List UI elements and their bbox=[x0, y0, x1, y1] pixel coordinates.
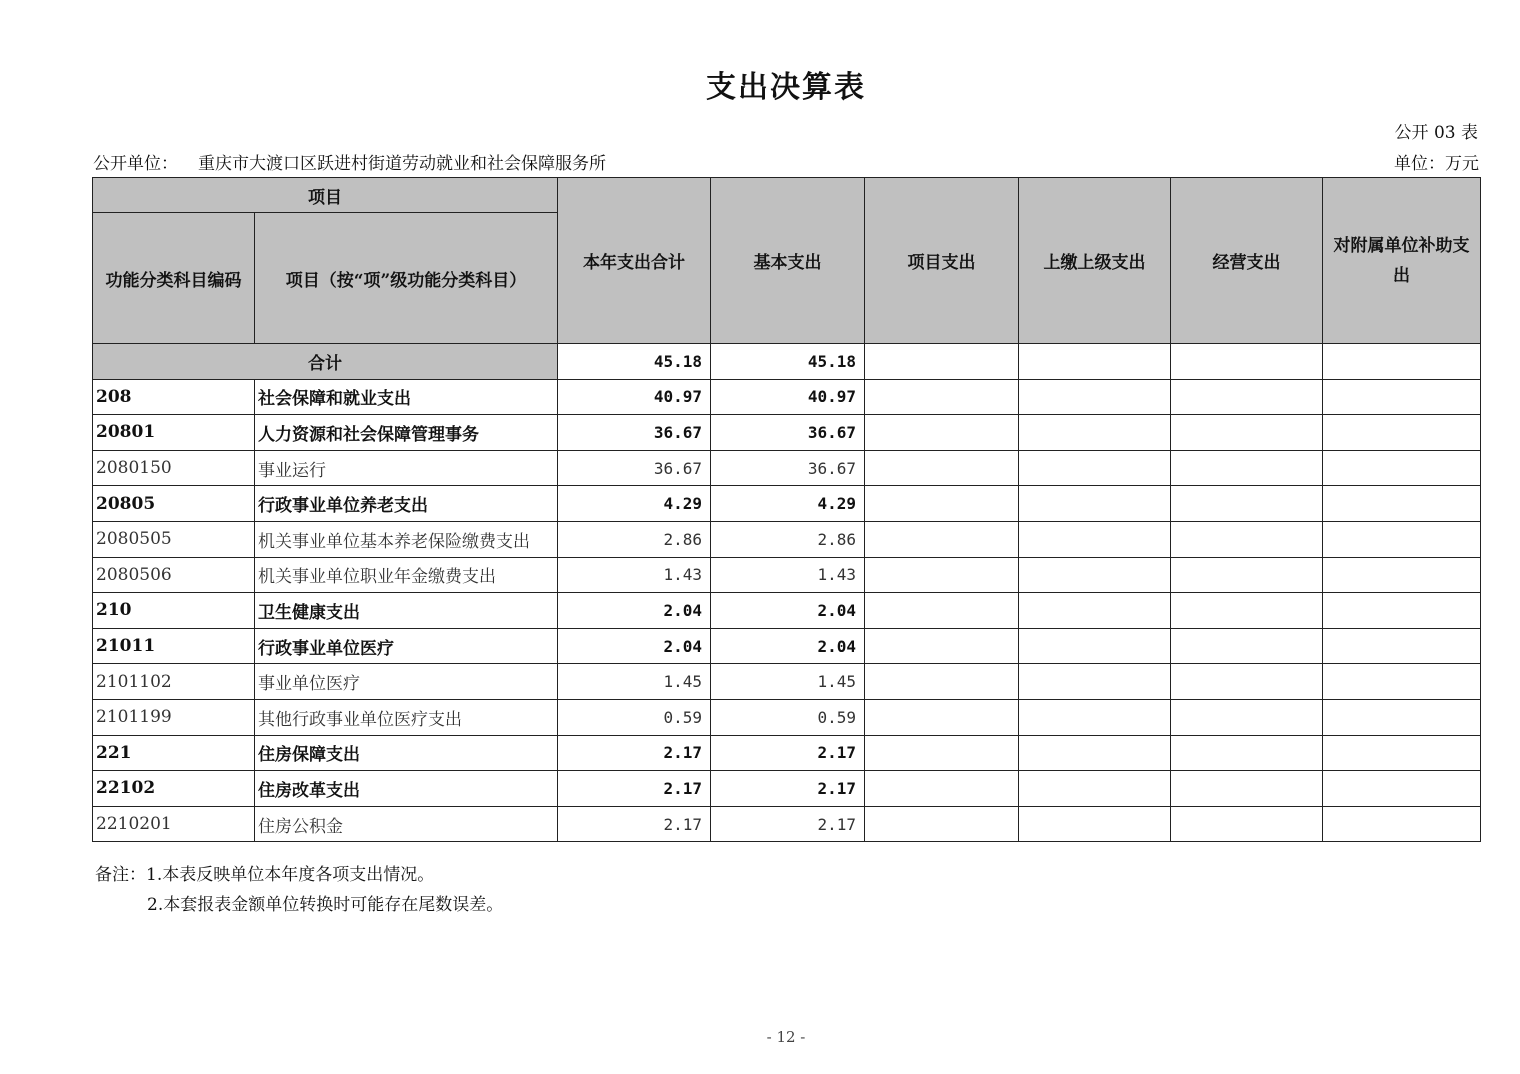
row-name: 事业运行 bbox=[255, 450, 558, 486]
total-amount: 45.18 bbox=[558, 344, 711, 380]
row-code: 2080150 bbox=[93, 450, 255, 486]
page-number: - 12 - bbox=[766, 1028, 806, 1046]
table-row bbox=[93, 557, 1481, 593]
row-total: 2.86 bbox=[558, 521, 711, 557]
row-code: 2101199 bbox=[93, 699, 255, 735]
header-subsidy: 对附属单位补助支出 bbox=[1323, 178, 1481, 344]
notes bbox=[95, 860, 503, 920]
row-name: 住房改革支出 bbox=[255, 771, 558, 807]
row-code: 210 bbox=[93, 593, 255, 629]
row-basic: 2.17 bbox=[711, 771, 865, 807]
row-name: 人力资源和社会保障管理事务 bbox=[255, 415, 558, 451]
table-row bbox=[93, 415, 1481, 451]
row-total: 2.04 bbox=[558, 628, 711, 664]
header-project: 项目支出 bbox=[865, 178, 1019, 344]
table-row bbox=[93, 593, 1481, 629]
note-line-2: 2.本套报表金额单位转换时可能存在尾数误差。 bbox=[147, 895, 504, 915]
row-total: 4.29 bbox=[558, 486, 711, 522]
header-name: 项目（按“项”级功能分类科目） bbox=[255, 213, 558, 344]
row-basic: 0.59 bbox=[711, 699, 865, 735]
row-code: 2080505 bbox=[93, 521, 255, 557]
row-code: 2101102 bbox=[93, 664, 255, 700]
row-total: 1.45 bbox=[558, 664, 711, 700]
page-title: 支出决算表 bbox=[706, 70, 866, 105]
header-item-group: 项目 bbox=[93, 178, 558, 213]
row-basic: 1.45 bbox=[711, 664, 865, 700]
row-basic: 2.86 bbox=[711, 521, 865, 557]
unit-label: 公开单位： bbox=[93, 154, 178, 174]
row-total: 2.17 bbox=[558, 806, 711, 842]
row-basic: 40.97 bbox=[711, 379, 865, 415]
row-basic: 2.17 bbox=[711, 806, 865, 842]
header-code: 功能分类科目编码 bbox=[93, 213, 255, 344]
table-row bbox=[93, 771, 1481, 807]
header-upper: 上缴上级支出 bbox=[1019, 178, 1171, 344]
form-number: 公开 03 表 bbox=[1394, 123, 1478, 143]
row-code: 2080506 bbox=[93, 557, 255, 593]
row-total: 36.67 bbox=[558, 415, 711, 451]
row-name: 其他行政事业单位医疗支出 bbox=[255, 699, 558, 735]
row-code: 2210201 bbox=[93, 806, 255, 842]
total-row bbox=[93, 344, 1481, 380]
table-row bbox=[93, 699, 1481, 735]
row-basic: 2.04 bbox=[711, 628, 865, 664]
row-total: 36.67 bbox=[558, 450, 711, 486]
table-row bbox=[93, 628, 1481, 664]
row-code: 208 bbox=[93, 379, 255, 415]
row-name: 住房公积金 bbox=[255, 806, 558, 842]
table-row bbox=[93, 379, 1481, 415]
row-name: 机关事业单位职业年金缴费支出 bbox=[255, 557, 558, 593]
row-name: 行政事业单位医疗 bbox=[255, 628, 558, 664]
table-row bbox=[93, 664, 1481, 700]
total-basic: 45.18 bbox=[711, 344, 865, 380]
row-basic: 2.04 bbox=[711, 593, 865, 629]
row-total: 0.59 bbox=[558, 699, 711, 735]
row-code: 21011 bbox=[93, 628, 255, 664]
row-total: 1.43 bbox=[558, 557, 711, 593]
total-label: 合计 bbox=[93, 344, 558, 380]
row-code: 221 bbox=[93, 735, 255, 771]
row-code: 20801 bbox=[93, 415, 255, 451]
table-row bbox=[93, 735, 1481, 771]
table-row bbox=[93, 806, 1481, 842]
header-basic: 基本支出 bbox=[711, 178, 865, 344]
row-basic: 2.17 bbox=[711, 735, 865, 771]
unit-info-row bbox=[93, 149, 1479, 173]
row-basic: 36.67 bbox=[711, 415, 865, 451]
table-row bbox=[93, 486, 1481, 522]
row-name: 卫生健康支出 bbox=[255, 593, 558, 629]
row-name: 住房保障支出 bbox=[255, 735, 558, 771]
row-basic: 1.43 bbox=[711, 557, 865, 593]
row-code: 22102 bbox=[93, 771, 255, 807]
row-name: 事业单位医疗 bbox=[255, 664, 558, 700]
row-name: 行政事业单位养老支出 bbox=[255, 486, 558, 522]
row-basic: 36.67 bbox=[711, 450, 865, 486]
row-total: 2.17 bbox=[558, 771, 711, 807]
row-basic: 4.29 bbox=[711, 486, 865, 522]
header-total: 本年支出合计 bbox=[558, 178, 711, 344]
row-name: 社会保障和就业支出 bbox=[255, 379, 558, 415]
row-code: 20805 bbox=[93, 486, 255, 522]
org-name: 重庆市大渡口区跃进村街道劳动就业和社会保障服务所 bbox=[198, 154, 606, 174]
table-row bbox=[93, 450, 1481, 486]
note-line-1: 备注：1.本表反映单位本年度各项支出情况。 bbox=[95, 865, 435, 885]
expenditure-table bbox=[92, 177, 1481, 842]
reporting-unit bbox=[93, 149, 606, 174]
row-total: 2.04 bbox=[558, 593, 711, 629]
row-total: 40.97 bbox=[558, 379, 711, 415]
currency-unit: 单位：万元 bbox=[1394, 154, 1479, 174]
row-total: 2.17 bbox=[558, 735, 711, 771]
table-row bbox=[93, 521, 1481, 557]
header-business: 经营支出 bbox=[1171, 178, 1323, 344]
row-name: 机关事业单位基本养老保险缴费支出 bbox=[255, 521, 558, 557]
